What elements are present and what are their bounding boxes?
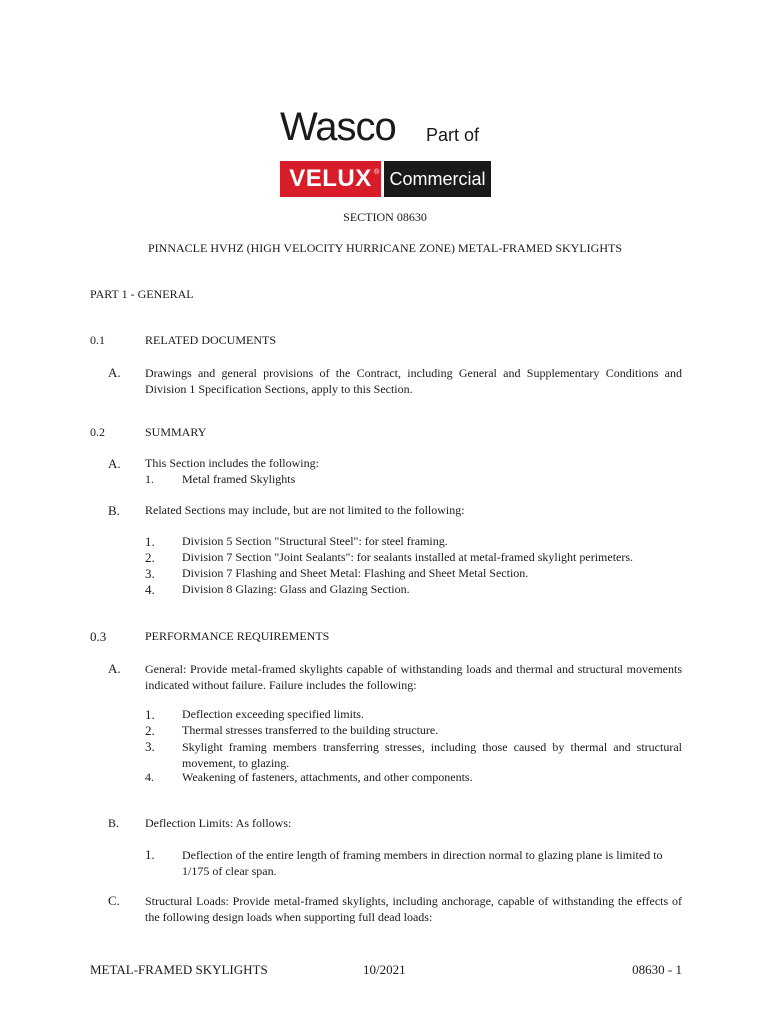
item-number: 1. <box>145 707 155 722</box>
item-text: Division 8 Glazing: Glass and Glazing Section. <box>182 582 410 596</box>
article-number: 0.2 <box>90 425 105 439</box>
item-text: Deflection of the entire length of framing members in direction normal to glazing plane is limited to 1/175 of clear span. <box>182 848 663 878</box>
paragraph-text: Structural Loads: Provide metal-framed skylights, including anchorage, capable of withstanding the effects of the following design loads when supporting full dead loads: <box>145 894 682 924</box>
wasco-velux-logo <box>280 104 495 196</box>
paragraph-letter: A. <box>108 365 121 380</box>
item-text: Thermal stresses transferred to the building structure. <box>182 723 439 737</box>
paragraph-text: Drawings and general provisions of the Contract, including General and Supplementary Conditions and Division 1 Specification Sections, apply to this Section. <box>145 366 682 396</box>
section-number: SECTION 08630 <box>343 210 427 224</box>
article-title: PERFORMANCE REQUIREMENTS <box>145 629 330 643</box>
item-text: Deflection exceeding specified limits. <box>182 707 364 721</box>
section-title: PINNACLE HVHZ (HIGH VELOCITY HURRICANE ZONE) METAL-FRAMED SKYLIGHTS <box>147 241 622 255</box>
commercial-badge: Commercial <box>384 161 491 197</box>
item-number: 1. <box>145 472 154 486</box>
article-title: SUMMARY <box>145 425 207 439</box>
paragraph-letter: A. <box>108 456 121 471</box>
part-of-text: Part of <box>426 125 480 145</box>
item-text: Division 7 Section "Joint Sealants": for sealants installed at metal-framed skylight perimeters. <box>182 550 634 564</box>
article-title: RELATED DOCUMENTS <box>145 333 276 347</box>
paragraph-text: General: Provide metal-framed skylights capable of withstanding loads and thermal and structural movements indicated without failure. Failure includes the following: <box>145 662 682 692</box>
item-number: 3. <box>145 566 155 581</box>
article-number: 0.1 <box>90 333 105 347</box>
item-text: Metal framed Skylights <box>182 472 296 486</box>
registered-mark: ® <box>374 169 380 176</box>
item-text: Division 5 Section "Structural Steel": for steel framing. <box>182 534 448 548</box>
paragraph-letter: A. <box>108 661 121 676</box>
item-text: Division 7 Flashing and Sheet Metal: Flashing and Sheet Metal Section. <box>182 566 529 580</box>
footer-title: METAL-FRAMED SKYLIGHTS <box>90 962 268 977</box>
item-number: 1. <box>145 847 155 862</box>
velux-badge: VELUX <box>280 161 381 197</box>
paragraph-letter: C. <box>108 893 120 908</box>
wasco-wordmark: Wasco <box>280 105 396 149</box>
item-number: 4. <box>145 770 154 784</box>
paragraph-text: Related Sections may include, but are not limited to the following: <box>145 503 465 517</box>
item-number: 2. <box>145 550 155 565</box>
item-text: Skylight framing members transferring stresses, including those caused by thermal and structural movement, to glazing. <box>182 740 682 770</box>
part-heading: PART 1 - GENERAL <box>90 287 194 301</box>
item-number: 3. <box>145 739 155 754</box>
item-number: 4. <box>145 582 155 597</box>
paragraph-letter: B. <box>108 503 120 518</box>
article-number: 0.3 <box>90 629 107 644</box>
item-number: 1. <box>145 534 155 549</box>
paragraph-letter: B. <box>108 816 120 830</box>
footer-date: 10/2021 <box>363 962 406 977</box>
paragraph-text: This Section includes the following: <box>145 456 319 470</box>
item-number: 2. <box>145 723 155 738</box>
page-number: 08630 - 1 <box>632 962 682 977</box>
paragraph-text: Deflection Limits: As follows: <box>145 816 292 830</box>
item-text: Weakening of fasteners, attachments, and other components. <box>182 770 473 784</box>
